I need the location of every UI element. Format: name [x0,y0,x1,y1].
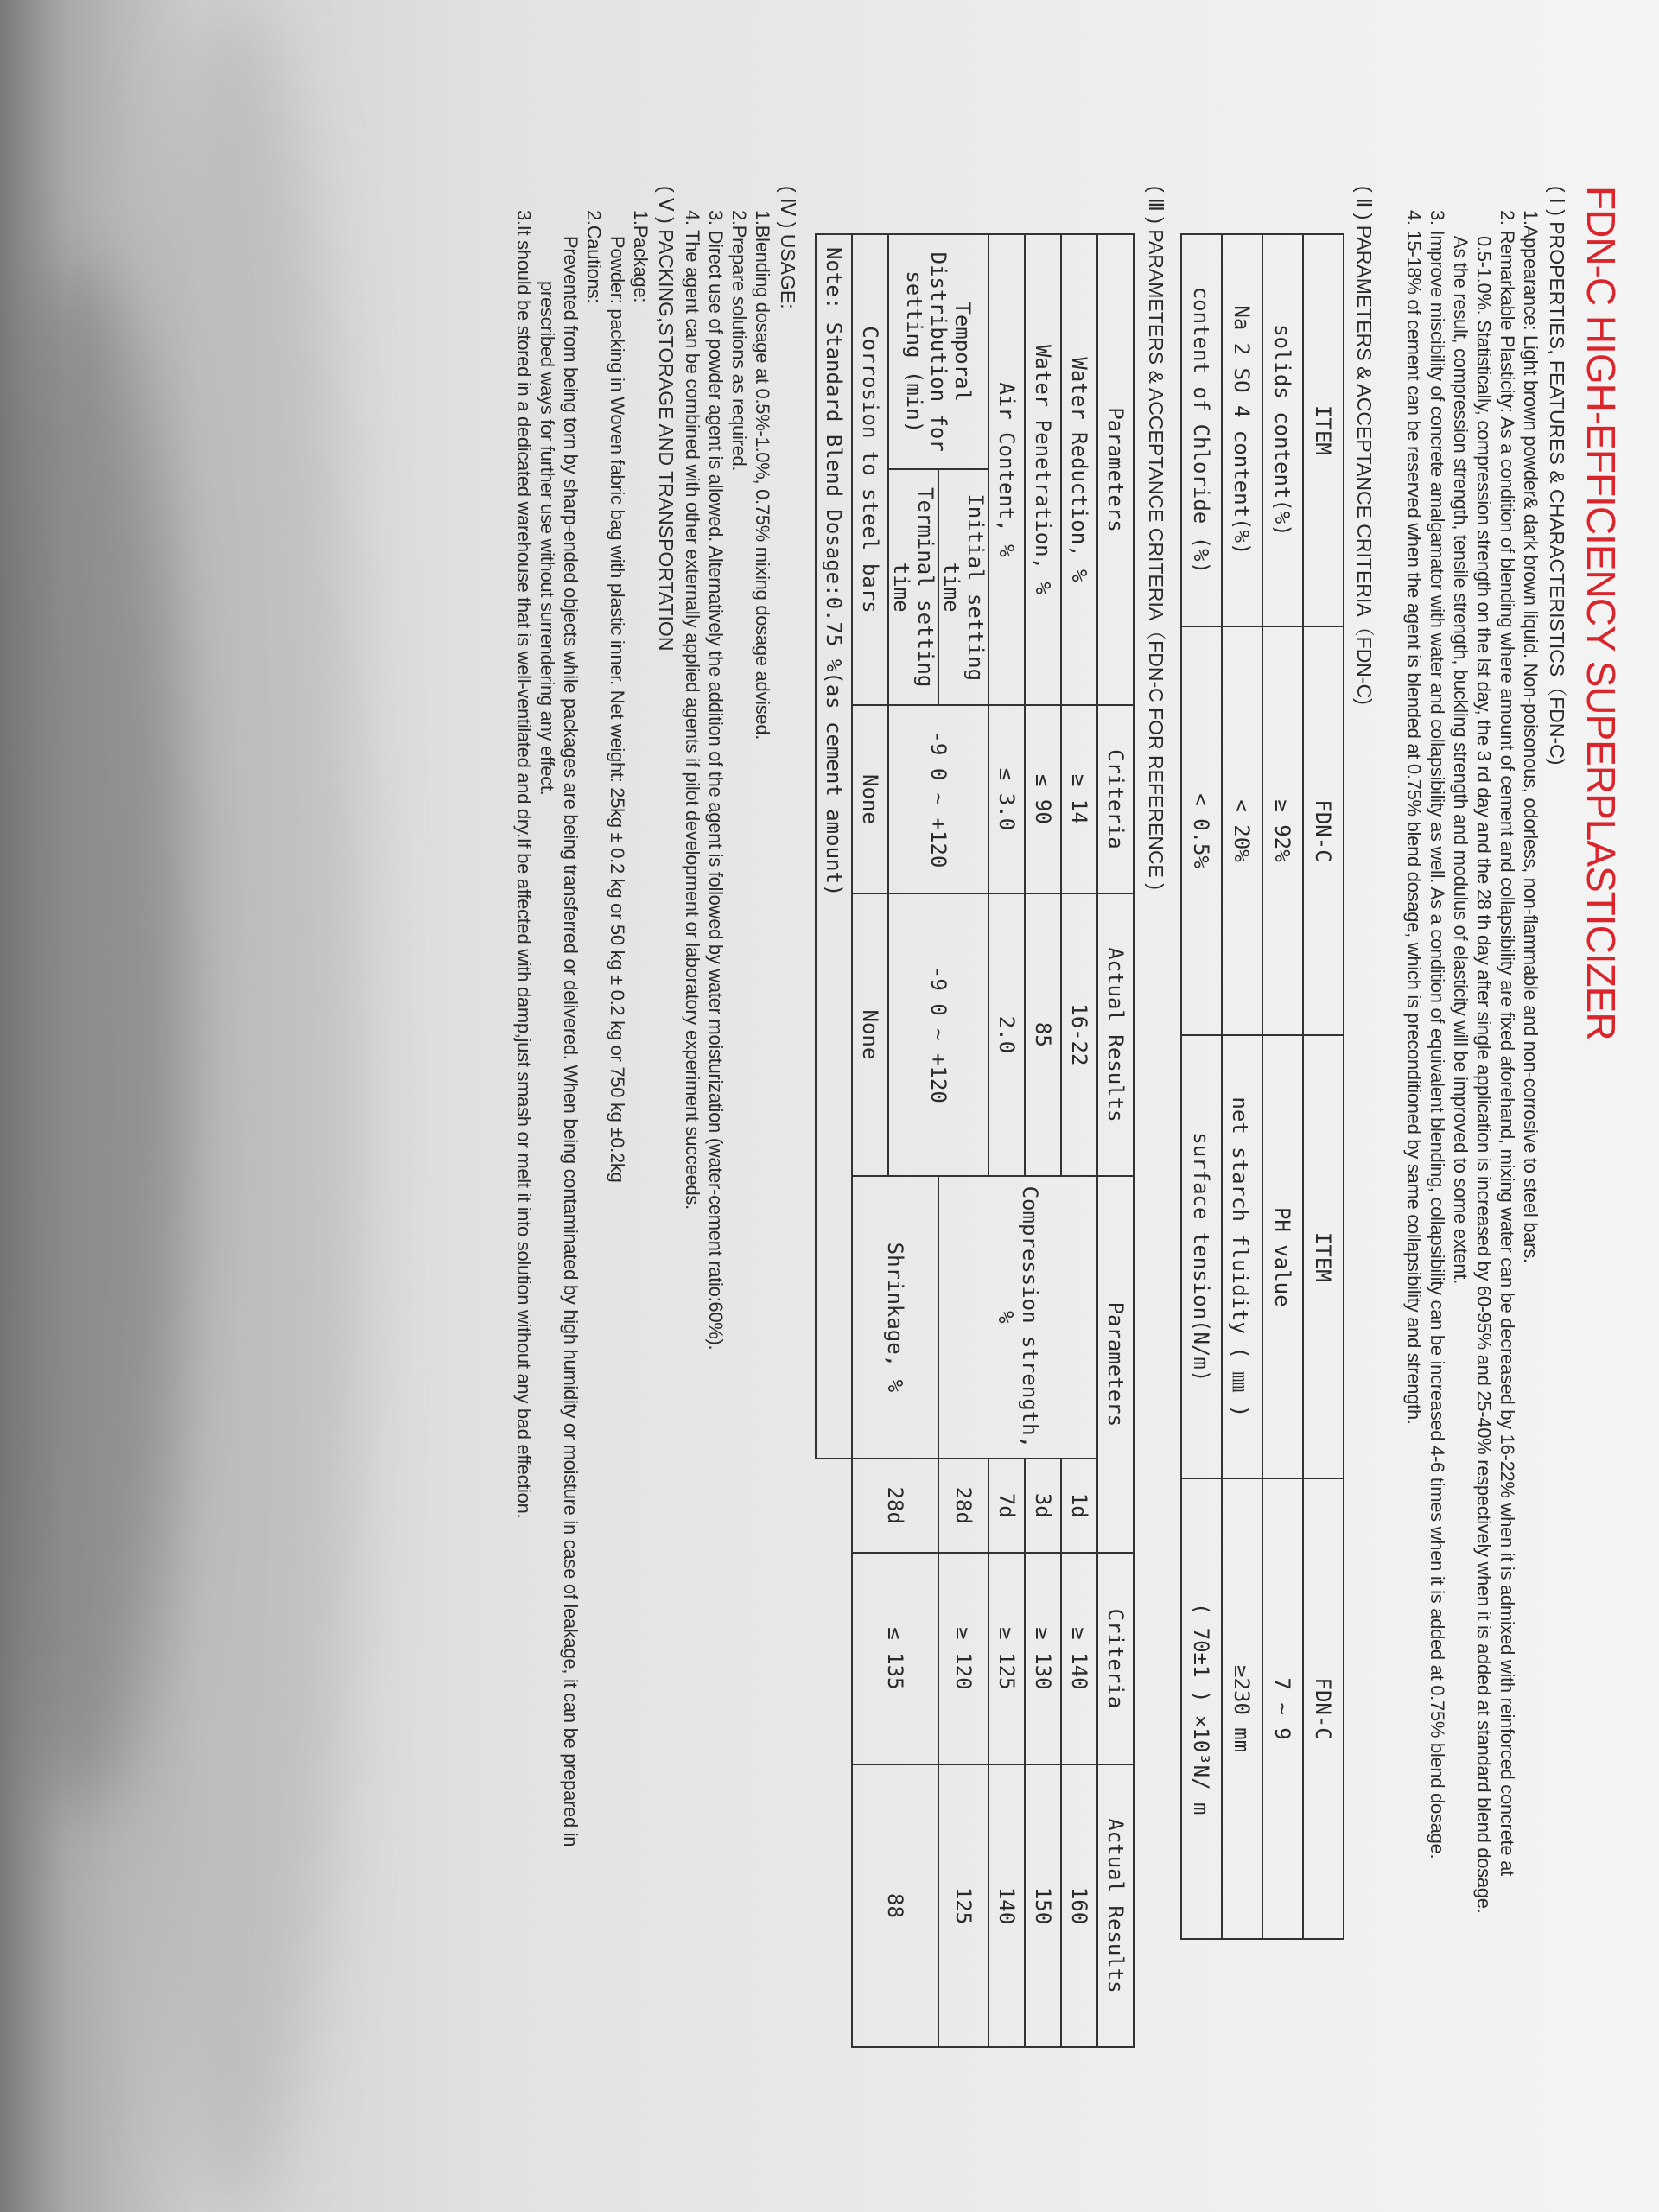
paragraph-line: 0.5-1.0%. Statistically, compression strength on the lst day, the 3 rd day and the 28 th day after single application is increased by 60-95% and 25-40% respectively when it is added at standard blend dosage. [1473,236,1495,1914]
table-row [988,234,1025,2047]
paragraph-line: Prevented from being torn by sharp-ended objects while packages are being transferred or delivered. When being contaminated by high humidity or moisture in case of leakage, it can be prepared in [560,236,582,1847]
section-heading-reference: ( Ⅲ ) PARAMETERS & ACCEPTANCE CRITERIA（FDN-C FOR REFERENCE ) [1145,186,1167,890]
paragraph-line: 2.Cautions: [583,210,605,303]
table-cell: 160 [1061,1764,1097,2047]
paragraph-line: 3. Direct use of powder agent is allowed. Alternatively the addition of the agent is followed by water moisturization (water-cement ratio:60%). [705,210,727,1351]
table-cell: ≤ 3.0 [988,705,1025,893]
table-header-cell: FDN-C [1303,1478,1344,1939]
table-cell: ≥ 125 [988,1553,1025,1764]
table-header-cell: Parameters [1097,234,1134,705]
table-cell: ≥ 130 [1025,1553,1061,1764]
table-note: Note: Standard Blend Dosage:0.75 %(as cement amount) [816,234,852,1459]
table-header-cell: ITEM [1303,234,1344,626]
table-cell: 16-22 [1061,893,1097,1176]
table-cell: ≥ 140 [1061,1553,1097,1764]
table-cell: < 0.5% [1181,626,1222,1036]
table-cell: 2.0 [988,893,1025,1176]
table-cell: None [852,705,888,893]
table-cell: content of Chloride (%) [1181,234,1222,626]
paragraph-line: 4. 15-18% of cement can be reserved when the agent is blended at 0.75% blend dosage, which is preconditioned by same collapsibility and strength. [1403,210,1425,1425]
table-row [1262,234,1303,1939]
page-title: FDN-C HIGH-EFFICIENCY SUPERPLASTICIZER [1579,186,1624,1040]
table-cell: Air Content, % [988,234,1025,705]
table-header-cell: Actual Results [1097,1764,1134,2047]
table-cell: ≥ 14 [1061,705,1097,893]
table-header-cell: Parameters [1097,1176,1134,1553]
paragraph-line: 1.Blending dosage at 0.5%-1.0%, 0.75% mixing dosage advised. [752,210,773,741]
table-cell: Initial setting time [938,469,988,704]
table-header-cell: Actual Results [1097,893,1134,1176]
paragraph-line: 1.Appearance: Light brown powder& dark brown liquid. Non-poisonous, odorless, non-flammable and non-corrosive to steel bars. [1520,210,1541,1263]
table-row [1222,234,1262,1939]
table-cell: 28d [938,1459,988,1553]
section-heading-packing: ( Ⅴ ) PACKING,STORAGE AND TRANSPORTATION [655,186,677,652]
table-cell: net starch fluidity ( ㎜ ) [1222,1035,1262,1478]
section-heading-properties: ( Ⅰ ) PROPERTIES, FEATURES & CHARACTERISTICS（FDN-C) [1546,186,1568,766]
table-header-cell: Criteria [1097,705,1134,893]
table-header-row [1303,234,1344,1939]
table-cell: 28d [852,1459,938,1553]
table-cell: 1d [1061,1459,1097,1553]
table-cell: Water Reduction, % [1061,234,1097,705]
paragraph-line: 1.Package: [630,210,652,303]
table-row [938,234,988,2047]
reference-criteria-table [815,233,1135,2048]
table-cell: ≥ 92% [1262,626,1303,1036]
document-content [512,186,1624,2173]
table-cell: Water Penetration, % [1025,234,1061,705]
table-cell: None [852,893,888,1176]
table-header-row [1097,234,1134,2047]
table-cell: 7d [988,1459,1025,1553]
paragraph-line: 2. Remarkable Plasticity: As a condition of blending where amount of cement and collapsibility are fixed aforehand, mixing water can be decreased by 16-22% when it is admixed with reinforced concrete at [1497,210,1518,1876]
table-cell: -9 0 ~ +120 [888,705,988,893]
table-cell: surface tension(N/m) [1181,1035,1222,1478]
table-row [1061,234,1097,2047]
table-row [1025,234,1061,2047]
table-cell: -9 0 ~ +120 [888,893,988,1176]
table-cell: 150 [1025,1764,1061,2047]
table-cell: 140 [988,1764,1025,2047]
paragraph-line: 3. Improve miscibility of concrete amalgamator with water and collapsibility as well. As a condition of equivalent blending, collapsibility can be increased 4-6 times when it is added at 0.75% blend dosage. [1427,210,1448,1859]
table-cell: solids content(%) [1262,234,1303,626]
paragraph-line: As the result, compression strength, tensile strength, buckling strength and modulus of elasticity will be improved to some extent. [1450,236,1471,1284]
table-header-cell: FDN-C [1303,626,1344,1036]
paragraph-line: 4. The agent can be combined with other externally applied agents if pilot development or laboratory experiment succeeds. [682,210,703,1210]
table-cell: 88 [852,1764,938,2047]
table-cell: ≤ 135 [852,1553,938,1764]
section-heading-parameters: ( Ⅱ ) PARAMETERS & ACCEPTANCE CRITERIA（FDN-C) [1353,186,1376,705]
paragraph-line: 3.It should be stored in a dedicated warehouse that is well-ventilated and dry.If be affected with damp,just smash or melt it into solution without any bad effection. [513,210,535,1519]
table-cell: 85 [1025,893,1061,1176]
table-cell: ( 70±1 ) ×10³N/ m [1181,1478,1222,1939]
paragraph-line: 2.Prepare solutions as required. [728,210,750,472]
table-cell: ≤ 90 [1025,705,1061,893]
table-cell: ≥ 120 [938,1553,988,1764]
table-cell: 7 ~ 9 [1262,1478,1303,1939]
table-cell: Na 2 SO 4 content(%) [1222,234,1262,626]
table-cell: 3d [1025,1459,1061,1553]
table-cell: < 20% [1222,626,1262,1036]
paragraph-line: Powder: packing in Woven fabric bag with plastic inner. Net weight: 25kg ± 0.2 kg or 50 kg ± 0.2 kg or 750 kg ±0.2kg [607,236,628,1183]
table-row [816,234,852,2047]
table-cell: 125 [938,1764,988,2047]
table-cell: Terminal setting time [888,469,938,704]
table-cell: Shrinkage, % [852,1176,938,1459]
table-cell: ≥230 mm [1222,1478,1262,1939]
table-header-cell: ITEM [1303,1035,1344,1478]
parameters-table [1180,233,1344,1940]
table-header-cell: Criteria [1097,1553,1134,1764]
table-cell: Corrosion to steel bars [852,234,888,705]
table-cell: Compression strength, % [938,1176,1097,1459]
paragraph-line: prescribed ways for further use without surrendering any effect. [537,281,558,796]
section-heading-usage: ( Ⅳ ) USAGE: [777,186,799,309]
table-row [1181,234,1222,1939]
table-cell: Temporal Distribution for setting (min) [888,234,988,469]
table-cell: PH value [1262,1035,1303,1478]
